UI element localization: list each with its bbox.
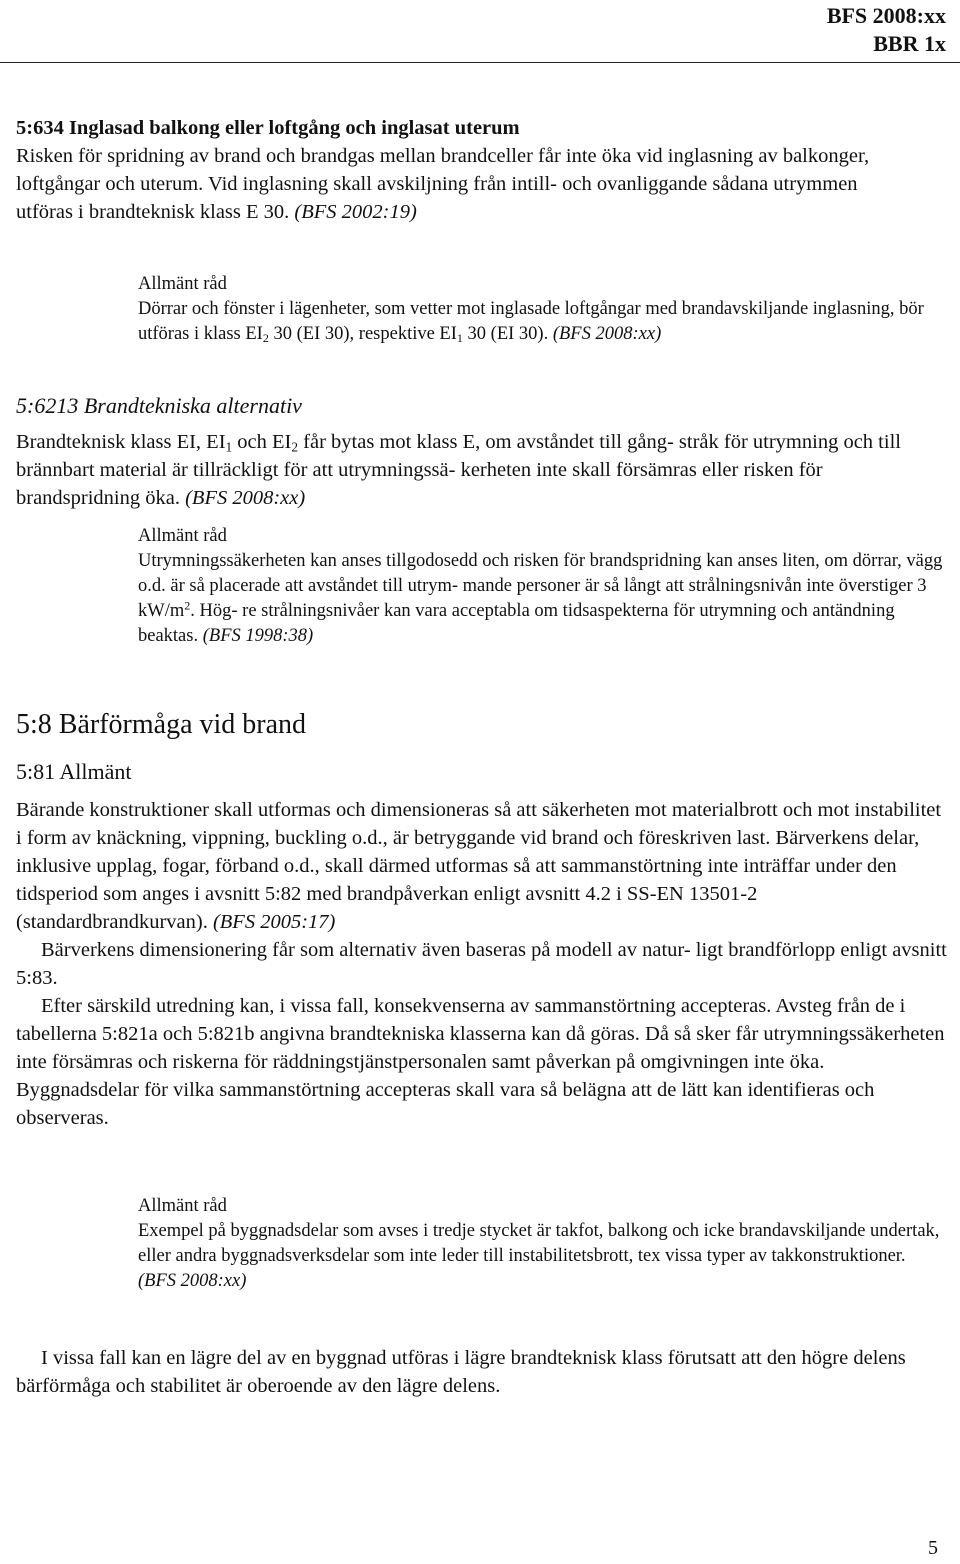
final-paragraph	[16, 1344, 948, 1400]
chapter-heading: 5:8 Bärförmåga vid brand	[16, 709, 307, 740]
page-header	[827, 2, 946, 58]
bfs-reference: (BFS 2002:19)	[294, 201, 417, 223]
general-advice-3	[138, 1194, 944, 1294]
section-heading: 5:81 Allmänt	[16, 759, 132, 784]
bfs-reference: (BFS 2008:xx)	[552, 324, 662, 344]
paragraph-1: Bärande konstruktioner skall utformas och dimensioneras så att säkerheten mot materialbrott och mot instabilitet i form av knäckning, vippning, buckling o.d., är betryggande vid brand och föreskriven last. Bärverkens delar, inklusive upplag, fogar, förband o.d., skall därmed utformas så att sammanstörtning inte inträffar under den tidsperiod som anges i avsnitt 5:82 med brandpåverkan enligt avsnitt 4.2 i SS-EN 13501-2 (standardbrandkurvan). (BFS 2005:17)	[16, 799, 942, 933]
section-58	[16, 708, 948, 742]
section-5634	[16, 114, 948, 226]
section-581	[16, 758, 948, 1132]
section-heading: 5:6213 Brandtekniska alternativ	[16, 393, 302, 418]
advice-text: Exempel på byggnadsdelar som avses i tredje stycket är takfot, balkong och icke brandavskiljande undertak, eller andra byggnadsverksdelar som inte leder till instabilitetsbrott, tex vissa typer av takkonstruktioner. (BFS 2008:xx)	[138, 1221, 940, 1291]
advice-text: Utrymningssäkerheten kan anses tillgodosedd och risken för brandspridning kan anses liten, om dörrar, vägg o.d. är så placerade att avståndet till utrym- mande personer är så långt att strålningsnivån inte överstiger 3 $kW/m^2$. Hög- re strålningsnivåer kan vara acceptabla om tidsaspekterna för utrymning och antändning beaktas. (BFS 1998:38)	[138, 551, 943, 646]
advice-label: Allmänt råd	[138, 274, 227, 294]
bfs-reference: (BFS 1998:38)	[202, 626, 314, 646]
header-bbr: BBR 1x	[873, 31, 946, 56]
section-heading: 5:634 Inglasad balkong eller loftgång och inglasat uterum	[16, 117, 520, 139]
section-body: Risken för spridning av brand och brandgas mellan brandceller får inte öka vid inglasning av balkonger, loftgångar och uterum. Vid inglasning skall avskiljning från intill- och ovanliggande sådana utrymmen utföras i brandteknisk klass E 30. (BFS 2002:19)	[16, 145, 870, 223]
section-56213	[16, 392, 948, 512]
bfs-reference: (BFS 2005:17)	[212, 911, 336, 933]
bfs-reference: (BFS 2008:xx)	[138, 1271, 247, 1291]
paragraph-text: I vissa fall kan en lägre del av en byggnad utföras i lägre brandteknisk klass förutsatt att den högre delens bärförmåga och stabilitet är oberoende av den lägre delens.	[16, 1347, 906, 1397]
general-advice-1	[138, 272, 944, 347]
advice-text: Dörrar och fönster i lägenheter, som vetter mot inglasade loftgångar med brandavskiljande inglasning, bör utföras i klass $EI_2$ 30 (EI 30), respektive $EI_1$ 30 (EI 30). (BFS 2008:xx)	[138, 299, 924, 345]
bfs-reference: (BFS 2008:xx)	[185, 487, 306, 509]
section-body: Brandteknisk klass EI, $EI_1$ och $EI_2$ får bytas mot klass E, om avståndet till gång- stråk för utrymning och till brännbart material är tillräckligt för att utrymningssä- kerheten inte skall försämras eller risken för brandspridning öka. (BFS 2008:xx)	[16, 431, 901, 509]
page-number: 5	[928, 1537, 938, 1559]
paragraph-3: Efter särskild utredning kan, i vissa fall, konsekvenserna av sammanstörtning accepteras. Avsteg från de i tabellerna 5:821a och 5:821b angivna brandtekniska klasserna kan då göras. Då så sker får utrymningssäkerheten inte försämras och riskerna för räddningstjänstpersonalen samt påverkan på omgivningen inte öka. Byggnadsdelar för vilka sammanstörtning accepteras skall vara så belägna att de lätt kan identifieras och observeras.	[16, 995, 945, 1129]
advice-label: Allmänt råd	[138, 526, 227, 546]
general-advice-2	[138, 524, 944, 649]
advice-label: Allmänt råd	[138, 1196, 227, 1216]
header-bfs: BFS 2008:xx	[826, 3, 946, 28]
paragraph-2: Bärverkens dimensionering får som alternativ även baseras på modell av natur- ligt brandförlopp enligt avsnitt 5:83.	[16, 939, 947, 989]
header-rule	[0, 62, 960, 63]
